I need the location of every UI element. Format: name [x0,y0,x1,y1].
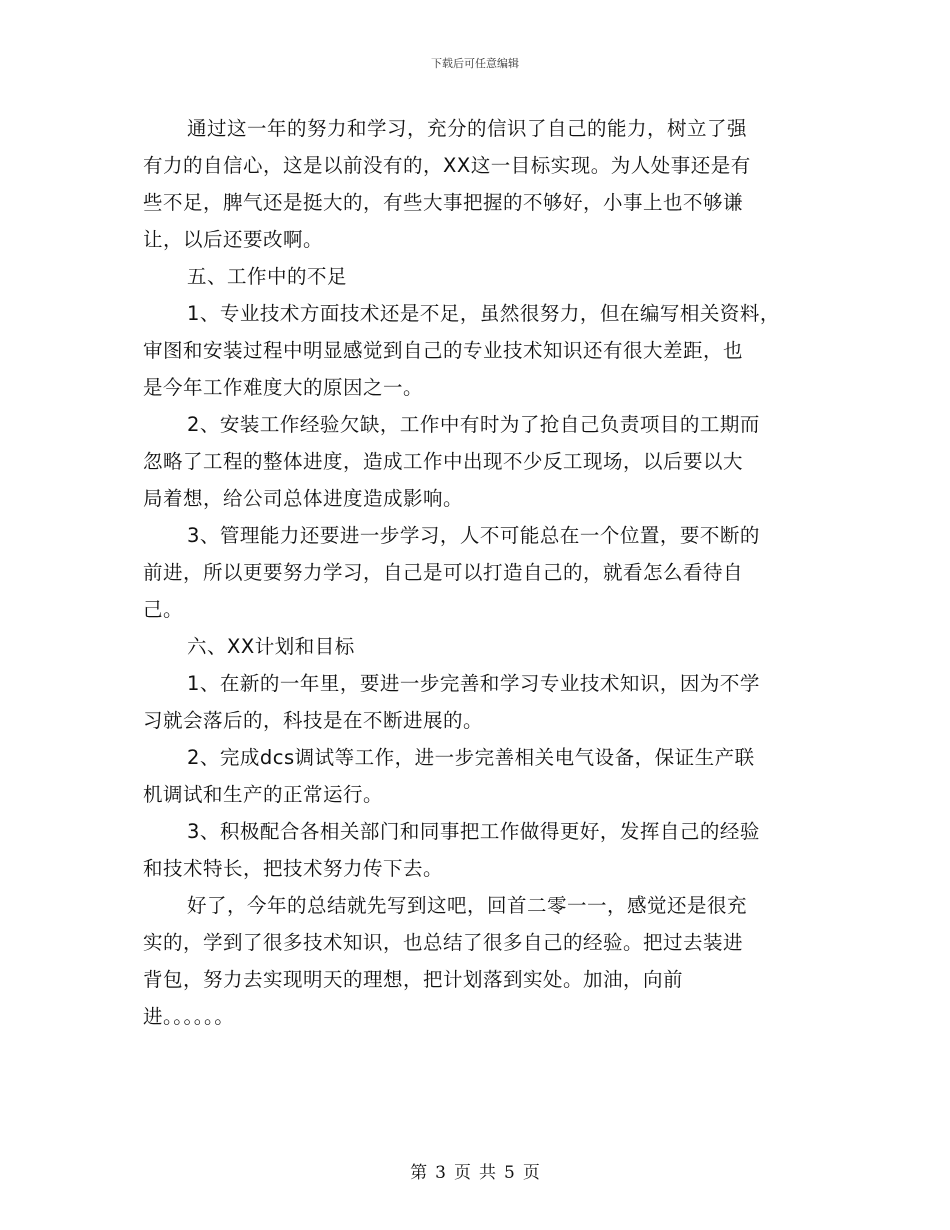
footer-page-label: 页 [454,1163,471,1183]
text-line: 些不足，脾气还是挺大的，有些大事把握的不够好，小事上也不够谦 [143,191,744,214]
text-line: 前进，所以更要努力学习，自己是可以打造自己的，就看怎么看待自 [143,561,744,584]
text-line: 2、安装工作经验欠缺，工作中有时为了抢自己负责项目的工期而 [187,413,760,436]
text-line: 习就会落后的，科技是在不断进展的。 [143,709,484,732]
text-line: 让，以后还要改啊。 [143,228,324,251]
text-line: 3、积极配合各相关部门和同事把工作做得更好，发挥自己的经验 [187,820,760,843]
text-line: 进。。。。。。 [143,1005,235,1028]
section-heading: 六、XX计划和目标 [187,635,355,658]
text-line: 好了，今年的总结就先写到这吧，回首二零一一，感觉还是很充 [187,894,748,917]
footer-prefix: 第 [410,1163,428,1183]
text-line: 忽略了工程的整体进度，造成工作中出现不少反工现场，以后要以大 [143,450,744,473]
footer-total-label: 页 [522,1163,540,1183]
text-line: 和技术特长，把技术努力传下去。 [143,857,444,880]
text-line: 有力的自信心，这是以前没有的，XX这一目标实现。为人处事还是有 [143,154,751,177]
text-line: 1、在新的一年里，要进一步完善和学习专业技术知识，因为不学 [187,672,760,695]
text-line: 通过这一年的努力和学习，充分的信识了自己的能力，树立了强 [187,117,748,140]
section-heading: 五、工作中的不足 [187,265,348,288]
page-header: 下载后可任意编辑 [431,57,519,70]
text-line: 己。 [143,598,184,621]
text-line: 局着想，给公司总体进度造成影响。 [143,487,464,510]
page-footer [0,1158,950,1183]
text-line: 是今年工作难度大的原因之一。 [143,376,424,399]
text-line: 审图和安装过程中明显感觉到自己的专业技术知识还有很大差距，也 [143,339,744,362]
text-line: 背包，努力去实现明天的理想，把计划落到实处。加油，向前 [143,968,684,991]
text-line: 机调试和生产的正常运行。 [143,783,384,806]
text-line: 1、专业技术方面技术还是不足，虽然很努力，但在编写相关资料， [187,302,780,325]
document-body [143,110,818,1035]
footer-page-number: 3 [435,1163,446,1183]
text-line: 2、完成dcs调试等工作，进一步完善相关电气设备，保证生产联 [187,746,755,769]
footer-total-pages: 5 [504,1163,515,1183]
text-line: 实的，学到了很多技术知识，也总结了很多自己的经验。把过去装进 [143,931,744,954]
text-line: 3、管理能力还要进一步学习，人不可能总在一个位置，要不断的 [187,524,760,547]
footer-total-prefix: 共 [479,1163,496,1183]
